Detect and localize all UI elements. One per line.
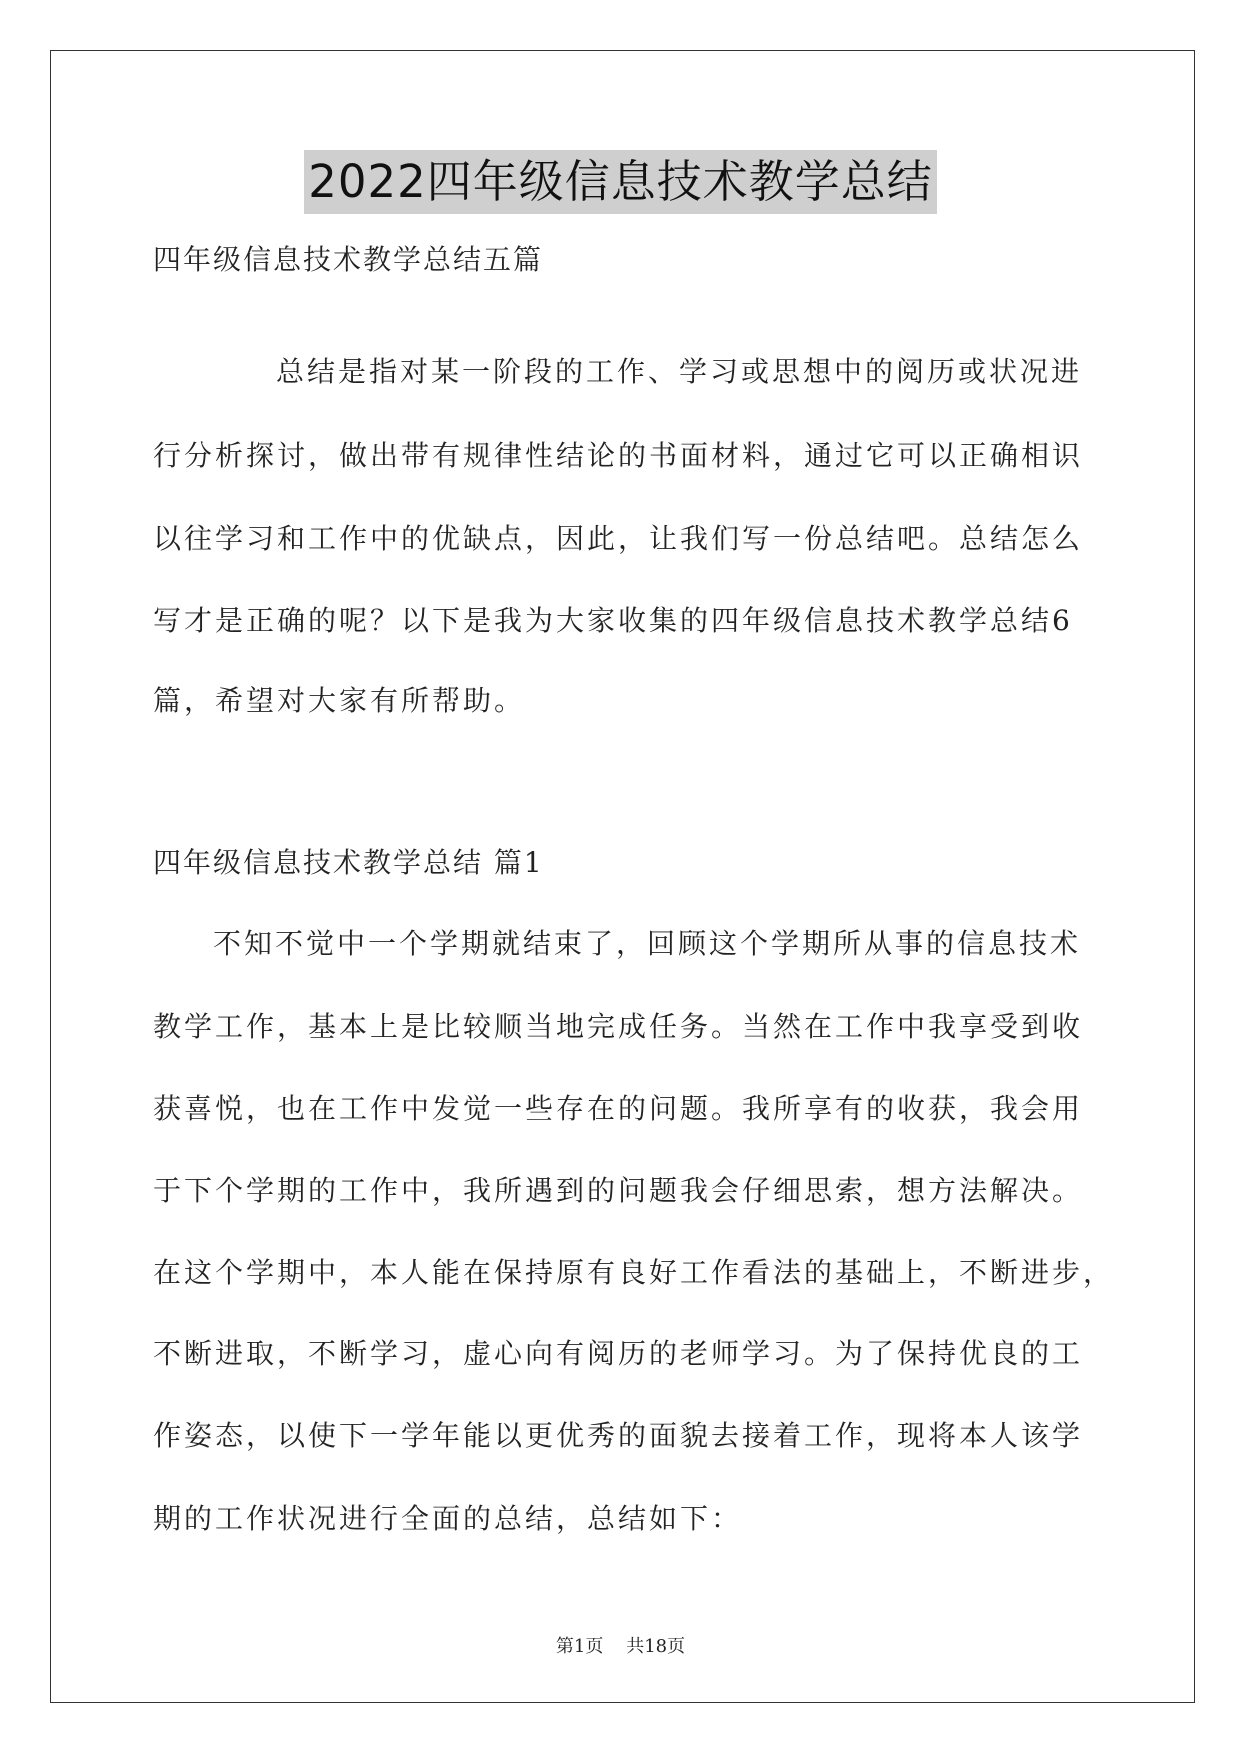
section-heading: 四年级信息技术教学总结 篇1 [153,846,544,879]
section-line-4: 于下个学期的工作中，我所遇到的问题我会仔细思索，想方法解决。 [153,1174,1084,1207]
page-footer [0,1634,1241,1660]
section-line-6: 不断进取，不断学习，虚心向有阅历的老师学习。为了保持优良的工 [153,1337,1084,1370]
section-line-8: 期的工作状况进行全面的总结，总结如下： [153,1502,743,1535]
page-total: 共18页 [626,1636,686,1657]
section-line-3: 获喜悦，也在工作中发觉一些存在的问题。我所享有的收获，我会用 [153,1092,1084,1125]
footer-gap [603,1636,626,1657]
section-line-7: 作姿态，以使下一学年能以更优秀的面貌去接着工作，现将本人该学 [153,1419,1084,1452]
title-container [0,150,1241,214]
intro-line-2: 行分析探讨，做出带有规律性结论的书面材料，通过它可以正确相识 [153,439,1084,472]
intro-line-1: 总结是指对某一阶段的工作、学习或思想中的阅历或状况进 [276,355,1083,388]
document-subtitle: 四年级信息技术教学总结五篇 [153,243,544,276]
page-number: 第1页 [555,1636,604,1657]
section-line-1: 不知不觉中一个学期就结束了，回顾这个学期所从事的信息技术 [213,927,1082,960]
intro-line-3: 以往学习和工作中的优缺点，因此，让我们写一份总结吧。总结怎么 [153,522,1084,555]
section-line-5: 在这个学期中，本人能在保持原有良好工作看法的基础上，不断进步， [153,1256,1115,1289]
section-line-2: 教学工作，基本上是比较顺当地完成任务。当然在工作中我享受到收 [153,1010,1084,1043]
intro-line-5: 篇，希望对大家有所帮助。 [153,684,526,717]
document-title: 2022四年级信息技术教学总结 [304,150,937,214]
intro-line-4: 写才是正确的呢？以下是我为大家收集的四年级信息技术教学总结6 [153,604,1073,637]
